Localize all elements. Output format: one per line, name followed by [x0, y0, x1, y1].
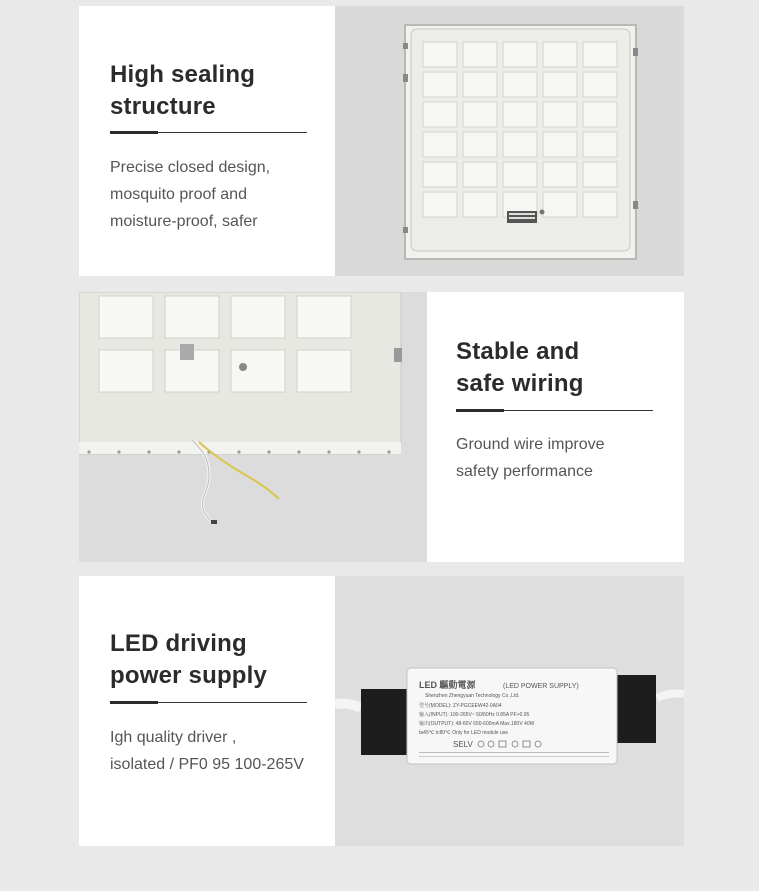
panel-grid-tile — [543, 42, 577, 67]
driver-output: 输出(OUTPUT): 48-60V 650-600mA Max.180V 40W — [419, 721, 535, 727]
section-2-divider — [456, 410, 653, 411]
section-2-description: Ground wire improve safety performance — [456, 436, 605, 480]
panel-grid-tile — [463, 102, 497, 127]
panel-grid-tile — [165, 296, 219, 338]
section-3-image-panel — [335, 576, 684, 846]
section-1-heading-line-1: High sealing — [110, 61, 256, 88]
section-2-heading — [456, 336, 584, 400]
panel-grid-tile — [463, 132, 497, 157]
panel-grid-tile — [463, 72, 497, 97]
panel-grid-tile — [423, 102, 457, 127]
section-2-image-panel — [79, 292, 427, 562]
panel-grid-tile — [463, 162, 497, 187]
section-3-heading-line-2: power supply — [110, 662, 268, 689]
driver-selv: SELV — [453, 740, 473, 749]
section-2-heading-line-2: safe wiring — [456, 370, 584, 397]
driver-maker: Shenzhen Zhengyuan Technology Co.,Ltd. — [425, 693, 520, 699]
driver-type: (LED POWER SUPPLY) — [503, 683, 579, 690]
led-driver-image — [335, 576, 684, 846]
panel-grid-tile — [503, 102, 537, 127]
panel-grid-tile — [297, 296, 351, 338]
panel-grid-tile — [583, 162, 617, 187]
panel-grid-tile — [231, 350, 285, 392]
panel-grid-tile — [583, 42, 617, 67]
panel-light-back-image — [335, 6, 684, 276]
panel-grid-tile — [543, 102, 577, 127]
panel-grid-tile — [463, 42, 497, 67]
panel-grid-tile — [583, 192, 617, 217]
panel-grid-tile — [423, 162, 457, 187]
section-3-description: Igh quality driver , isolated / PF0 95 100-265V — [110, 729, 304, 773]
section-3-text-panel — [79, 576, 335, 846]
driver-input: 输入(INPUT): 100-265V~ 50/60Hz 0.85A PF>0.95 — [419, 712, 530, 718]
section-2-text-panel — [427, 292, 684, 562]
panel-grid-tile — [583, 102, 617, 127]
panel-grid-tile — [231, 296, 285, 338]
section-1-image-panel — [335, 6, 684, 276]
panel-grid-tile — [423, 192, 457, 217]
panel-grid-tile — [423, 42, 457, 67]
panel-grid-tile — [99, 350, 153, 392]
section-3-divider — [110, 702, 307, 703]
panel-grid-tile — [503, 72, 537, 97]
panel-grid-tile — [583, 72, 617, 97]
section-3-heading-line-1: LED driving — [110, 630, 247, 657]
panel-grid-tile — [543, 132, 577, 157]
section-1-heading-line-2: structure — [110, 93, 216, 120]
section-1-divider — [110, 132, 307, 133]
panel-wiring-image — [79, 292, 427, 562]
panel-grid-tile — [503, 42, 537, 67]
section-3-heading — [110, 628, 267, 692]
panel-grid-tile — [297, 350, 351, 392]
section-2-heading-line-1: Stable and — [456, 338, 580, 365]
panel-grid-tile — [543, 72, 577, 97]
panel-grid-tile — [543, 162, 577, 187]
section-1-heading — [110, 59, 255, 123]
panel-grid-tile — [543, 192, 577, 217]
section-1-description: Precise closed design, mosquito proof and moisture-proof, safer — [110, 159, 271, 230]
section-1-text-panel — [79, 6, 335, 276]
driver-ta: ta45℃ tc80℃ Only for LED module use — [419, 730, 509, 736]
panel-grid-tile — [583, 132, 617, 157]
panel-grid-tile — [423, 132, 457, 157]
driver-model: 型号(MODEL): ZY-PGCEEW42-0A04 — [419, 703, 502, 709]
panel-grid-tile — [463, 192, 497, 217]
panel-grid-tile — [503, 162, 537, 187]
panel-grid-tile — [99, 296, 153, 338]
panel-grid-tile — [423, 72, 457, 97]
driver-brand: LED 驅動電源 — [419, 680, 476, 690]
panel-grid-tile — [503, 132, 537, 157]
